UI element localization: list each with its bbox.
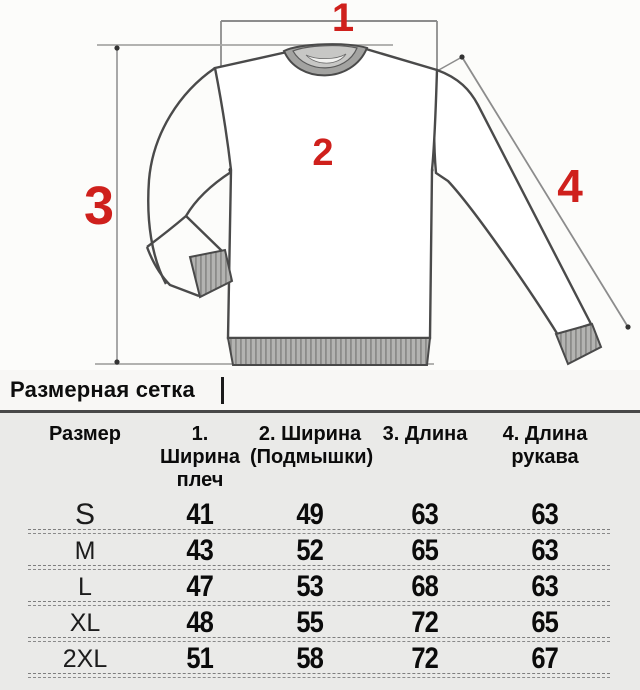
right-sleeve [434, 70, 601, 364]
table-row-l [0, 570, 640, 601]
left-cuff [190, 250, 232, 297]
column-header-size: Размер [48, 423, 122, 445]
value-cell: 47 [186, 570, 214, 603]
value-cell: 48 [186, 606, 214, 639]
value-cell: 68 [411, 570, 439, 603]
measure-label-1: 1 [331, 0, 355, 40]
column-header-chest-width: 2. Ширина (Подмышки) [250, 423, 374, 468]
value-cell: 63 [531, 534, 559, 567]
value-cell: 43 [186, 534, 214, 567]
value-cell: 63 [531, 570, 559, 603]
section-header [0, 370, 640, 410]
body-outline [215, 45, 437, 338]
table-row-2xl [0, 642, 640, 673]
value-cell: 52 [296, 534, 324, 567]
column-header-length: 3. Длина [382, 423, 468, 445]
size-label: 2XL [62, 644, 108, 673]
table-row-xl [0, 606, 640, 637]
hem-band [228, 338, 430, 365]
value-cell: 63 [531, 498, 559, 531]
size-label: S [74, 498, 95, 531]
text-cursor [221, 377, 224, 404]
value-cell: 41 [186, 498, 214, 531]
column-header-shoulder-width: 1. Ширина плеч [159, 423, 241, 491]
value-cell: 65 [411, 534, 439, 567]
table-header-row [0, 413, 640, 498]
measure-label-4: 4 [557, 160, 583, 212]
size-table [0, 413, 640, 690]
left-sleeve [147, 68, 232, 297]
value-cell: 49 [296, 498, 324, 531]
column-header-sleeve-length: 4. Длина рукава [502, 423, 588, 468]
table-row-s [0, 498, 640, 529]
size-label: M [74, 536, 96, 565]
size-label: XL [69, 608, 101, 637]
value-cell: 58 [296, 642, 324, 675]
measure-label-2: 2 [312, 132, 334, 174]
value-cell: 72 [411, 642, 439, 675]
section-title: Размерная сетка [10, 377, 195, 402]
value-cell: 72 [411, 606, 439, 639]
table-row-m [0, 534, 640, 565]
value-cell: 51 [186, 642, 214, 675]
size-label: L [78, 572, 92, 601]
value-cell: 55 [296, 606, 324, 639]
value-cell: 65 [531, 606, 559, 639]
value-cell: 53 [296, 570, 324, 603]
measure-label-3: 3 [83, 176, 115, 236]
value-cell: 63 [411, 498, 439, 531]
value-cell: 67 [531, 642, 559, 675]
